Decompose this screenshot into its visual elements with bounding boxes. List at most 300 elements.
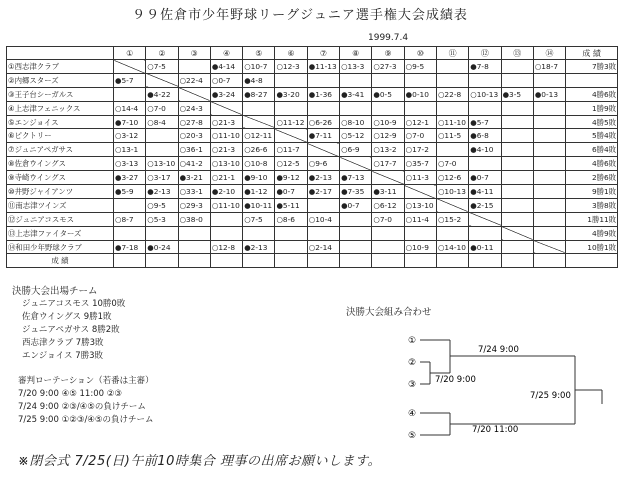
- score-cell: ○24-3: [178, 101, 210, 115]
- score-cell: ○8-6: [275, 212, 307, 226]
- score-cell: ○9-5: [404, 60, 436, 74]
- score-cell: [372, 73, 404, 87]
- score-cell: ○7-0: [404, 129, 436, 143]
- table-row: [7, 226, 618, 240]
- team-name: ③王子台シーガルス: [7, 87, 114, 101]
- score-cell: [307, 73, 339, 87]
- score-cell: [340, 73, 372, 87]
- score-cell: [501, 73, 533, 87]
- table-row: [7, 171, 618, 185]
- score-cell: ●0-10: [404, 87, 436, 101]
- record-cell: 4勝5敗: [566, 115, 618, 129]
- score-cell: ●4-11: [469, 185, 501, 199]
- score-cell: ●7-35: [340, 185, 372, 199]
- score-cell: ○20-3: [178, 129, 210, 143]
- score-cell: [501, 101, 533, 115]
- score-cell: [436, 101, 468, 115]
- table-row: [7, 240, 618, 254]
- self-match-cell: [469, 212, 501, 226]
- score-cell: [146, 143, 178, 157]
- score-cell: ○11-10: [210, 129, 242, 143]
- score-cell: ○10-8: [243, 157, 275, 171]
- self-match-cell: [307, 143, 339, 157]
- score-cell: ○5-3: [146, 212, 178, 226]
- score-cell: ○8-4: [146, 115, 178, 129]
- score-cell: ○12-6: [436, 171, 468, 185]
- score-cell: ●8-27: [243, 87, 275, 101]
- score-cell: ○29-3: [178, 198, 210, 212]
- col-header: ⑦: [307, 47, 339, 60]
- finals-item: ジュニアコスモス 10勝0敗: [22, 299, 126, 309]
- score-cell: ○3-12: [114, 129, 146, 143]
- table-cell: [114, 254, 146, 268]
- score-cell: ●6-8: [469, 129, 501, 143]
- seed-label: ⑤: [408, 431, 417, 441]
- score-cell: ●10-11: [243, 198, 275, 212]
- table-cell: [146, 254, 178, 268]
- rotation-title: 審判ローテーション（若番は主審）: [18, 376, 154, 386]
- score-cell: ○6-9: [340, 143, 372, 157]
- score-cell: ●3-41: [340, 87, 372, 101]
- team-name: ⑨寺崎ウイングス: [7, 171, 114, 185]
- col-header: ③: [178, 47, 210, 60]
- self-match-cell: [275, 129, 307, 143]
- self-match-cell: [114, 60, 146, 74]
- umpire-rotation: [18, 375, 154, 427]
- score-cell: [210, 226, 242, 240]
- match-label: 7/20 9:00: [435, 375, 476, 385]
- score-cell: ○17-7: [372, 157, 404, 171]
- team-name: ①西志津クラブ: [7, 60, 114, 74]
- finals-item: ジュニアペガサス 8勝2敗: [22, 325, 120, 335]
- score-cell: [340, 101, 372, 115]
- score-cell: ○15-2: [436, 212, 468, 226]
- score-cell: ○11-7: [275, 143, 307, 157]
- score-cell: [436, 226, 468, 240]
- score-cell: [501, 60, 533, 74]
- score-cell: ○12-1: [404, 115, 436, 129]
- score-cell: [501, 240, 533, 254]
- score-cell: ●9-12: [275, 171, 307, 185]
- self-match-cell: [243, 115, 275, 129]
- score-cell: ○12-9: [372, 129, 404, 143]
- table-cell: [404, 254, 436, 268]
- table-row: [7, 73, 618, 87]
- score-cell: ○11-10: [210, 198, 242, 212]
- score-cell: ○11-10: [436, 115, 468, 129]
- record-cell: 5勝4敗: [566, 129, 618, 143]
- table-cell: [566, 254, 618, 268]
- score-cell: [533, 115, 565, 129]
- team-name: ②内郷スターズ: [7, 73, 114, 87]
- date: 1999.7.4: [368, 33, 409, 43]
- col-header: ⑥: [275, 47, 307, 60]
- finals-title: 決勝大会出場チーム: [12, 286, 98, 297]
- score-cell: ●7-18: [114, 240, 146, 254]
- score-cell: ○12-8: [210, 240, 242, 254]
- score-cell: ○2-14: [307, 240, 339, 254]
- table-cell: [372, 254, 404, 268]
- rotation-line: 7/24 9:00 ②③/④⑤の負けチーム: [18, 402, 146, 412]
- table-cell: [243, 254, 275, 268]
- rotation-line: 7/20 9:00 ④⑤ 11:00 ②③: [18, 389, 122, 399]
- score-cell: ●9-10: [243, 171, 275, 185]
- score-cell: ●0-7: [340, 198, 372, 212]
- score-cell: [533, 171, 565, 185]
- score-cell: [114, 87, 146, 101]
- score-cell: [501, 115, 533, 129]
- col-header: ①: [114, 47, 146, 60]
- score-cell: [243, 101, 275, 115]
- score-cell: ○11-5: [436, 129, 468, 143]
- score-cell: ○13-10: [404, 198, 436, 212]
- col-header: ⑬: [501, 47, 533, 60]
- score-cell: [469, 157, 501, 171]
- results-table: [6, 46, 618, 268]
- score-cell: ○18-7: [533, 60, 565, 74]
- team-name: ⑫ジュニアコスモス: [7, 212, 114, 226]
- score-cell: ●2-13: [307, 171, 339, 185]
- table-row: [7, 87, 618, 101]
- score-cell: ○33-1: [178, 185, 210, 199]
- score-cell: ●0-11: [469, 240, 501, 254]
- table-cell: [469, 254, 501, 268]
- record-cell: 4勝9敗: [566, 226, 618, 240]
- score-cell: [533, 198, 565, 212]
- score-cell: ○13-3: [340, 60, 372, 74]
- score-cell: [340, 240, 372, 254]
- score-cell: [210, 212, 242, 226]
- finals-item: 佐倉ウイングス 9勝1敗: [22, 312, 112, 322]
- record-cell: 10勝1敗: [566, 240, 618, 254]
- table-row: [7, 198, 618, 212]
- score-cell: ○17-2: [404, 143, 436, 157]
- self-match-cell: [372, 171, 404, 185]
- self-match-cell: [501, 226, 533, 240]
- score-cell: ●1-12: [243, 185, 275, 199]
- score-cell: ○14-4: [114, 101, 146, 115]
- score-cell: ●5-7: [114, 73, 146, 87]
- score-cell: ○36-1: [178, 143, 210, 157]
- score-cell: ○9-6: [307, 157, 339, 171]
- score-cell: ○38-0: [178, 212, 210, 226]
- score-cell: ○10-9: [372, 115, 404, 129]
- score-cell: ○26-6: [243, 143, 275, 157]
- col-header: ⑭: [533, 47, 565, 60]
- table-row: [7, 115, 618, 129]
- score-cell: ●2-10: [210, 185, 242, 199]
- record-cell: [566, 73, 618, 87]
- score-cell: ●5-9: [114, 185, 146, 199]
- table-cell: [210, 254, 242, 268]
- match-label: 7/20 11:00: [472, 425, 519, 435]
- score-cell: ○10-9: [404, 240, 436, 254]
- score-cell: [533, 143, 565, 157]
- score-cell: [307, 101, 339, 115]
- score-cell: [501, 157, 533, 171]
- score-cell: [533, 129, 565, 143]
- record-cell: 1勝9敗: [566, 101, 618, 115]
- score-cell: [372, 101, 404, 115]
- score-cell: ○22-4: [178, 73, 210, 87]
- score-cell: ○21-3: [210, 115, 242, 129]
- table-row: [7, 212, 618, 226]
- score-cell: ●5-11: [275, 198, 307, 212]
- result-header: 成 績: [566, 47, 618, 60]
- score-cell: ●2-13: [146, 185, 178, 199]
- tournament-bracket: [390, 322, 615, 442]
- team-name: ⑦ジュニアペガサス: [7, 143, 114, 157]
- score-cell: [501, 212, 533, 226]
- score-cell: ○13-2: [372, 143, 404, 157]
- table-row: [7, 185, 618, 199]
- score-cell: [404, 226, 436, 240]
- col-header: ⑩: [404, 47, 436, 60]
- col-header: ⑨: [372, 47, 404, 60]
- score-cell: [501, 143, 533, 157]
- col-header: ⑪: [436, 47, 468, 60]
- table-row: [7, 157, 618, 171]
- self-match-cell: [210, 101, 242, 115]
- score-cell: ○7-0: [436, 157, 468, 171]
- score-cell: ●7-8: [469, 60, 501, 74]
- result-footer-label: 成 績: [7, 254, 114, 268]
- score-cell: [533, 185, 565, 199]
- score-cell: [436, 73, 468, 87]
- record-cell: 1勝11敗: [566, 212, 618, 226]
- score-cell: ○21-3: [210, 143, 242, 157]
- score-cell: ○13-1: [114, 143, 146, 157]
- table-cell: [307, 254, 339, 268]
- table-header-row: [7, 47, 618, 60]
- score-cell: [307, 198, 339, 212]
- team-name: ④上志津フェニックス: [7, 101, 114, 115]
- finals-item: 西志津クラブ 7勝3敗: [22, 338, 104, 348]
- self-match-cell: [178, 87, 210, 101]
- score-cell: ○10-13: [436, 185, 468, 199]
- score-cell: ○6-12: [372, 198, 404, 212]
- score-cell: ●4-14: [210, 60, 242, 74]
- score-cell: ○14-10: [436, 240, 468, 254]
- score-cell: ○10-4: [307, 212, 339, 226]
- score-cell: ●2-13: [243, 240, 275, 254]
- score-cell: ○10-13: [469, 87, 501, 101]
- score-cell: ●0-24: [146, 240, 178, 254]
- score-cell: ○13-10: [146, 157, 178, 171]
- score-cell: [114, 226, 146, 240]
- score-cell: [275, 240, 307, 254]
- score-cell: [501, 185, 533, 199]
- score-cell: [275, 73, 307, 87]
- record-cell: 4勝6敗: [566, 157, 618, 171]
- score-cell: [114, 198, 146, 212]
- score-cell: ○8-7: [114, 212, 146, 226]
- score-cell: ○11-4: [404, 212, 436, 226]
- score-cell: ○0-7: [210, 73, 242, 87]
- score-cell: [469, 73, 501, 87]
- score-cell: [436, 60, 468, 74]
- table-cell: [275, 254, 307, 268]
- score-cell: ●7-11: [307, 129, 339, 143]
- score-cell: ●0-7: [469, 171, 501, 185]
- score-cell: ●0-13: [533, 87, 565, 101]
- col-header: ⑧: [340, 47, 372, 60]
- score-cell: ○7-5: [243, 212, 275, 226]
- score-cell: ○5-12: [340, 129, 372, 143]
- table-row: [7, 60, 618, 74]
- team-name: ⑥ピクトリー: [7, 129, 114, 143]
- team-name: ⑬上志津ファイターズ: [7, 226, 114, 240]
- score-cell: [533, 226, 565, 240]
- self-match-cell: [404, 185, 436, 199]
- team-name: ⑤エンジョイス: [7, 115, 114, 129]
- score-cell: ○22-8: [436, 87, 468, 101]
- record-cell: 2勝6敗: [566, 171, 618, 185]
- table-cell: [501, 254, 533, 268]
- record-cell: 3勝8敗: [566, 198, 618, 212]
- finals-list: [12, 298, 125, 363]
- table-cell: [533, 254, 565, 268]
- finals-item: エンジョイス 7勝3敗: [22, 351, 104, 361]
- match-label: 7/24 9:00: [478, 345, 519, 355]
- score-cell: [436, 143, 468, 157]
- score-cell: ●3-20: [275, 87, 307, 101]
- score-cell: [178, 60, 210, 74]
- score-cell: [469, 226, 501, 240]
- score-cell: [501, 198, 533, 212]
- score-cell: ○13-10: [210, 157, 242, 171]
- score-cell: ●7-13: [340, 171, 372, 185]
- score-cell: ○12-3: [275, 60, 307, 74]
- score-cell: ●4-10: [469, 143, 501, 157]
- score-cell: ○27-3: [372, 60, 404, 74]
- score-cell: [178, 226, 210, 240]
- table-cell: [340, 254, 372, 268]
- record-cell: 9勝1敗: [566, 185, 618, 199]
- self-match-cell: [146, 73, 178, 87]
- table-row: [7, 143, 618, 157]
- seed-label: ①: [408, 336, 417, 346]
- score-cell: ○41-2: [178, 157, 210, 171]
- match-label: 7/25 9:00: [530, 391, 571, 401]
- table-row: [7, 101, 618, 115]
- score-cell: [404, 101, 436, 115]
- record-cell: 6勝4敗: [566, 143, 618, 157]
- score-cell: ●1-36: [307, 87, 339, 101]
- corner-cell: [7, 47, 114, 60]
- page-title: ９９佐倉市少年野球リーグジュニア選手権大会成績表: [132, 8, 468, 23]
- seed-label: ④: [408, 409, 417, 419]
- score-cell: ○35-7: [404, 157, 436, 171]
- score-cell: ●7-10: [114, 115, 146, 129]
- self-match-cell: [533, 240, 565, 254]
- score-cell: ●3-21: [178, 171, 210, 185]
- score-cell: ○3-13: [114, 157, 146, 171]
- score-cell: [501, 129, 533, 143]
- table-row: [7, 129, 618, 143]
- score-cell: ●2-17: [307, 185, 339, 199]
- col-header: ④: [210, 47, 242, 60]
- score-cell: ○27-8: [178, 115, 210, 129]
- score-cell: ○11-12: [275, 115, 307, 129]
- handwritten-note: ※閉会式 7/25(日)午前10時集合 理事の出席お願いします。: [18, 454, 381, 469]
- seed-label: ③: [408, 380, 417, 390]
- score-cell: [533, 212, 565, 226]
- score-cell: ○12-5: [275, 157, 307, 171]
- score-cell: [372, 240, 404, 254]
- score-cell: [307, 226, 339, 240]
- score-cell: ●3-5: [501, 87, 533, 101]
- score-cell: [178, 240, 210, 254]
- score-cell: [340, 226, 372, 240]
- score-cell: [404, 73, 436, 87]
- seed-label: ②: [408, 358, 417, 368]
- col-header: ⑫: [469, 47, 501, 60]
- score-cell: ●0-5: [372, 87, 404, 101]
- table-cell: [178, 254, 210, 268]
- score-cell: ●11-13: [307, 60, 339, 74]
- score-cell: [275, 226, 307, 240]
- col-header: ②: [146, 47, 178, 60]
- score-cell: [146, 129, 178, 143]
- score-cell: ○9-5: [146, 198, 178, 212]
- score-cell: ○7-0: [146, 101, 178, 115]
- score-cell: ●3-27: [114, 171, 146, 185]
- score-cell: [533, 157, 565, 171]
- score-cell: ●5-7: [469, 115, 501, 129]
- table-cell: [436, 254, 468, 268]
- score-cell: ●4-22: [146, 87, 178, 101]
- team-name: ⑧佐倉ウイングス: [7, 157, 114, 171]
- record-cell: 4勝6敗: [566, 87, 618, 101]
- score-cell: ○3-17: [146, 171, 178, 185]
- score-cell: ○6-26: [307, 115, 339, 129]
- self-match-cell: [436, 198, 468, 212]
- score-cell: ○10-7: [243, 60, 275, 74]
- score-cell: [372, 226, 404, 240]
- bracket-title: 決勝大会組み合わせ: [346, 307, 432, 318]
- score-cell: ●0-7: [275, 185, 307, 199]
- score-cell: ○12-11: [243, 129, 275, 143]
- score-cell: [469, 101, 501, 115]
- self-match-cell: [340, 157, 372, 171]
- score-cell: [275, 101, 307, 115]
- team-name: ⑭和田少年野球クラブ: [7, 240, 114, 254]
- score-cell: [340, 212, 372, 226]
- score-cell: ○21-1: [210, 171, 242, 185]
- score-cell: [146, 226, 178, 240]
- result-footer-row: [7, 254, 618, 268]
- record-cell: 7勝3敗: [566, 60, 618, 74]
- score-cell: ●4-8: [243, 73, 275, 87]
- team-name: ⑪南志津ツインズ: [7, 198, 114, 212]
- rotation-line: 7/25 9:00 ①②③/④⑤の負けチーム: [18, 415, 154, 425]
- score-cell: ○7-0: [372, 212, 404, 226]
- score-cell: ○8-10: [340, 115, 372, 129]
- score-cell: ●3-24: [210, 87, 242, 101]
- score-cell: [501, 171, 533, 185]
- score-cell: ●3-11: [372, 185, 404, 199]
- score-cell: [243, 226, 275, 240]
- score-cell: [533, 101, 565, 115]
- finals-teams: [12, 285, 125, 363]
- score-cell: [533, 73, 565, 87]
- score-cell: ○11-3: [404, 171, 436, 185]
- score-cell: ○7-5: [146, 60, 178, 74]
- team-name: ⑩井野ジャイアンツ: [7, 185, 114, 199]
- col-header: ⑤: [243, 47, 275, 60]
- score-cell: ●2-15: [469, 198, 501, 212]
